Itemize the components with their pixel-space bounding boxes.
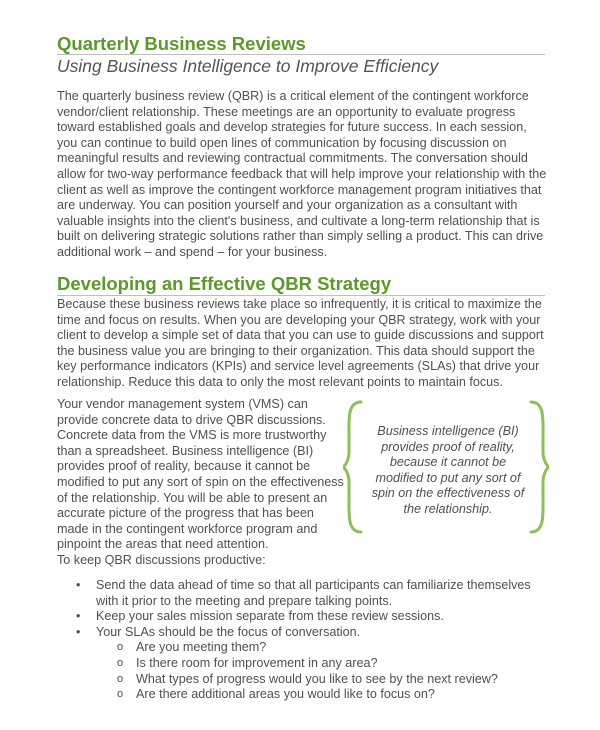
sub-list-item: o What types of progress would you like to see by the next review? bbox=[117, 671, 498, 686]
circle-bullet-icon: o bbox=[117, 688, 124, 701]
sub-list-item: o Are there additional areas you would like to focus on? bbox=[117, 687, 435, 702]
vms-paragraph: Your vendor management system (VMS) can provide concrete data to drive QBR discussions. Concrete data from the VMS is more trustworthy than a spreadsheet. Business intelligence (BI) provides proof of reality, because it cannot be modified to put any sort of spin on the effectiveness of the relationship. You will be able to present an accurate picture of the progress that has been made in the contingent workforce program and pinpoint the areas that need attention. bbox=[57, 397, 344, 552]
sub-list-item: o Are you meeting them? bbox=[117, 640, 267, 655]
tips-list bbox=[57, 578, 547, 703]
sla-sublist bbox=[96, 640, 547, 702]
circle-bullet-icon: o bbox=[117, 656, 124, 669]
bullet-icon: • bbox=[76, 578, 81, 592]
title-rule bbox=[57, 54, 545, 55]
page-subtitle: Using Business Intelligence to Improve Efficiency bbox=[57, 56, 439, 76]
circle-bullet-icon: o bbox=[117, 672, 124, 685]
bullet-icon: • bbox=[76, 624, 81, 639]
pull-quote-text: Business intelligence (BI) provides proof of reality, because it cannot be modified to put any sort of spin on the effectiveness of the relationship. bbox=[371, 424, 525, 516]
bullet-icon: • bbox=[76, 609, 81, 624]
list-item: • Keep your sales mission separate from these review sessions. bbox=[76, 609, 444, 624]
page-title: Quarterly Business Reviews bbox=[57, 33, 306, 54]
section-paragraph: Because these business reviews take place so infrequently, it is critical to maximize the time and focus on results. When you are developing your QBR strategy, work with your client to develop a simple set of data that you can use to guide discussions and support the business value you are bringing to their organization. This data should support the key performance indicators (KPIs) and service level agreements (SLAs) that drive your relationship. Reduce this data to only the most relevant points to maintain focus. bbox=[57, 297, 544, 389]
circle-bullet-icon: o bbox=[117, 641, 124, 654]
intro-paragraph: The quarterly business review (QBR) is a critical element of the contingent workforce vendor/client relationship. These meetings are an opportunity to evaluate progress toward established goals and develop strategies for future success. In each session, you can continue to build open lines of communication by focusing discussion on meaningful results and reviewing contractual commitments. The conversation should allow for two-way performance feedback that will help improve your relationship with the client as well as improve the contingent workforce management program initiatives that are underway. You can position yourself and your organization as a consultant with valuable insights into the client's business, and cultivate a long-term relationship that is built on delivering strategic solutions rather than simply selling a product. This can drive additional work – and spend – for your business. bbox=[57, 89, 547, 259]
list-lead: To keep QBR discussions productive: bbox=[57, 553, 266, 567]
list-item: • Your SLAs should be the focus of conversation. o Are you meeting them? o Is there room for improvement in any area? o What types of progress would you like to see by the next review? o Are there additional areas you would like to focus on? bbox=[57, 625, 547, 703]
sub-list-item: o Is there room for improvement in any area? bbox=[117, 655, 378, 670]
section-heading: Developing an Effective QBR Strategy bbox=[57, 273, 392, 294]
section-rule bbox=[57, 295, 545, 296]
list-item: • Send the data ahead of time so that all participants can familiarize themselves with it prior to the meeting and prepare talking points. bbox=[76, 578, 531, 608]
pull-quote bbox=[343, 400, 549, 534]
